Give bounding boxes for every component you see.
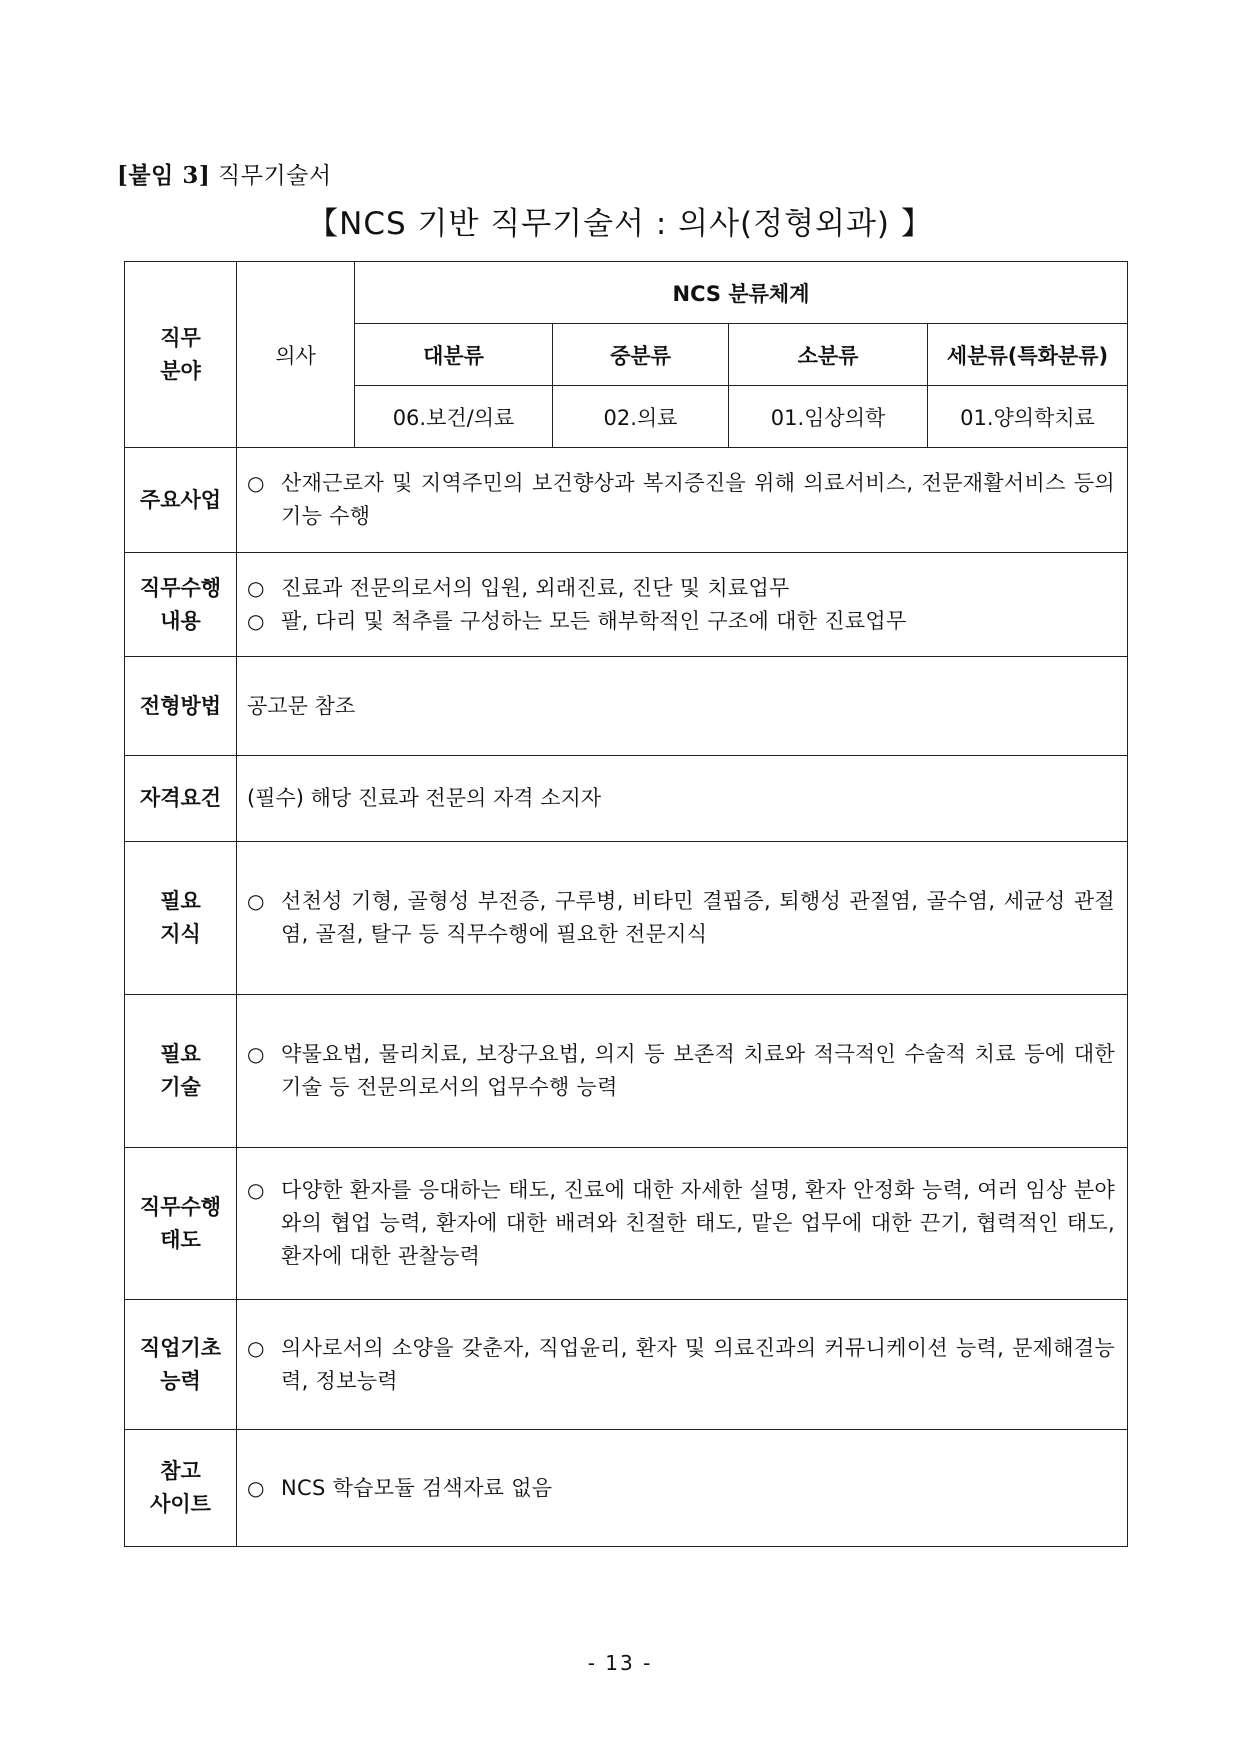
document-title: 【NCS 기반 직무기술서 : 의사(정형외과) 】 bbox=[307, 206, 933, 242]
plain-text: 공고문 참조 bbox=[247, 693, 356, 718]
required-knowledge-content bbox=[237, 842, 1128, 995]
selection-method-row bbox=[125, 657, 1128, 756]
job-field-label: 직무 분야 bbox=[125, 262, 237, 448]
category-value-middle: 02.의료 bbox=[553, 386, 729, 448]
selection-method-label: 전형방법 bbox=[125, 657, 237, 756]
category-value-minor: 01.임상의학 bbox=[729, 386, 928, 448]
circle-bullet-icon: ○ bbox=[247, 1178, 265, 1202]
job-duties-label: 직무수행 내용 bbox=[125, 553, 237, 657]
bullet-item bbox=[247, 467, 1115, 533]
qualifications-content bbox=[237, 756, 1128, 842]
main-business-row bbox=[125, 448, 1128, 553]
attachment-prefix: [붙임 3] bbox=[117, 162, 211, 189]
required-skills-content bbox=[237, 995, 1128, 1148]
basic-competency-content bbox=[237, 1300, 1128, 1430]
attachment-heading bbox=[117, 157, 332, 190]
category-header-detail: 세분류(특화분류) bbox=[928, 324, 1128, 386]
main-business-content bbox=[237, 448, 1128, 553]
required-knowledge-label: 필요 지식 bbox=[125, 842, 237, 995]
bullet-text: 팔, 다리 및 척추를 구성하는 모든 해부학적인 구조에 대한 진료업무 bbox=[281, 608, 907, 633]
category-header-minor: 소분류 bbox=[729, 324, 928, 386]
required-skills-row bbox=[125, 995, 1128, 1148]
circle-bullet-icon: ○ bbox=[247, 608, 265, 633]
required-knowledge-row bbox=[125, 842, 1128, 995]
bullet-item bbox=[247, 1472, 1115, 1505]
job-attitude-content bbox=[237, 1148, 1128, 1300]
job-field-value: 의사 bbox=[237, 262, 355, 448]
bullet-text: 산재근로자 및 지역주민의 보건향상과 복지증진을 위해 의료서비스, 전문재활서비스 등의 기능 수행 bbox=[281, 471, 1116, 528]
basic-competency-row bbox=[125, 1300, 1128, 1430]
job-attitude-label: 직무수행 태도 bbox=[125, 1148, 237, 1300]
job-duties-row bbox=[125, 553, 1128, 657]
circle-bullet-icon: ○ bbox=[247, 1335, 265, 1360]
reference-site-row bbox=[125, 1430, 1128, 1547]
bullet-item bbox=[247, 1174, 1115, 1273]
job-duties-content bbox=[237, 553, 1128, 657]
circle-bullet-icon: ○ bbox=[247, 889, 265, 913]
job-attitude-row bbox=[125, 1148, 1128, 1300]
attachment-label: 직무기술서 bbox=[218, 163, 332, 189]
bullet-item bbox=[247, 1038, 1115, 1104]
page-number: - 13 - bbox=[587, 1651, 653, 1675]
bullet-text: 선천성 기형, 골형성 부전증, 구루병, 비타민 결핍증, 퇴행성 관절염, 골수염, 세균성 관절염, 골절, 탈구 등 직무수행에 필요한 전문지식 bbox=[281, 889, 1116, 946]
bullet-text: 의사로서의 소양을 갖춘자, 직업윤리, 환자 및 의료진과의 커뮤니케이션 능력, 문제해결능력, 정보능력 bbox=[281, 1335, 1116, 1393]
qualifications-label: 자격요건 bbox=[125, 756, 237, 842]
basic-competency-label: 직업기초 능력 bbox=[125, 1300, 237, 1430]
required-skills-label: 필요 기술 bbox=[125, 995, 237, 1148]
main-business-label: 주요사업 bbox=[125, 448, 237, 553]
job-description-table bbox=[124, 261, 1128, 1547]
bullet-item bbox=[247, 572, 1115, 605]
reference-site-label: 참고 사이트 bbox=[125, 1430, 237, 1547]
category-value-major: 06.보건/의료 bbox=[355, 386, 553, 448]
bullet-text: 진료과 전문의로서의 입원, 외래진료, 진단 및 치료업무 bbox=[281, 575, 790, 600]
bullet-text: 약물요법, 물리치료, 보장구요법, 의지 등 보존적 치료와 적극적인 수술적 치료 등에 대한 기술 등 전문의로서의 업무수행 능력 bbox=[281, 1042, 1116, 1099]
bullet-item bbox=[247, 605, 1115, 638]
bullet-item bbox=[247, 1332, 1115, 1398]
ncs-header-row bbox=[125, 262, 1128, 324]
circle-bullet-icon: ○ bbox=[247, 1042, 265, 1066]
plain-text: (필수) 해당 진료과 전문의 자격 소지자 bbox=[247, 786, 602, 810]
bullet-item bbox=[247, 885, 1115, 951]
category-header-major: 대분류 bbox=[355, 324, 553, 386]
reference-site-content bbox=[237, 1430, 1128, 1547]
bullet-text: 다양한 환자를 응대하는 태도, 진료에 대한 자세한 설명, 환자 안정화 능력, 여러 임상 분야와의 협업 능력, 환자에 대한 배려와 친절한 태도, 맡은 업무에 대한 끈기, 협력적인 태도, 환자에 대한 관찰능력 bbox=[281, 1178, 1116, 1268]
circle-bullet-icon: ○ bbox=[247, 575, 265, 600]
bullet-text: NCS 학습모듈 검색자료 없음 bbox=[281, 1475, 553, 1500]
ncs-classification-header: NCS 분류체계 bbox=[355, 262, 1128, 324]
selection-method-content bbox=[237, 657, 1128, 756]
circle-bullet-icon: ○ bbox=[247, 471, 265, 495]
category-header-middle: 중분류 bbox=[553, 324, 729, 386]
circle-bullet-icon: ○ bbox=[247, 1475, 265, 1500]
qualifications-row bbox=[125, 756, 1128, 842]
category-value-detail: 01.양의학치료 bbox=[928, 386, 1128, 448]
